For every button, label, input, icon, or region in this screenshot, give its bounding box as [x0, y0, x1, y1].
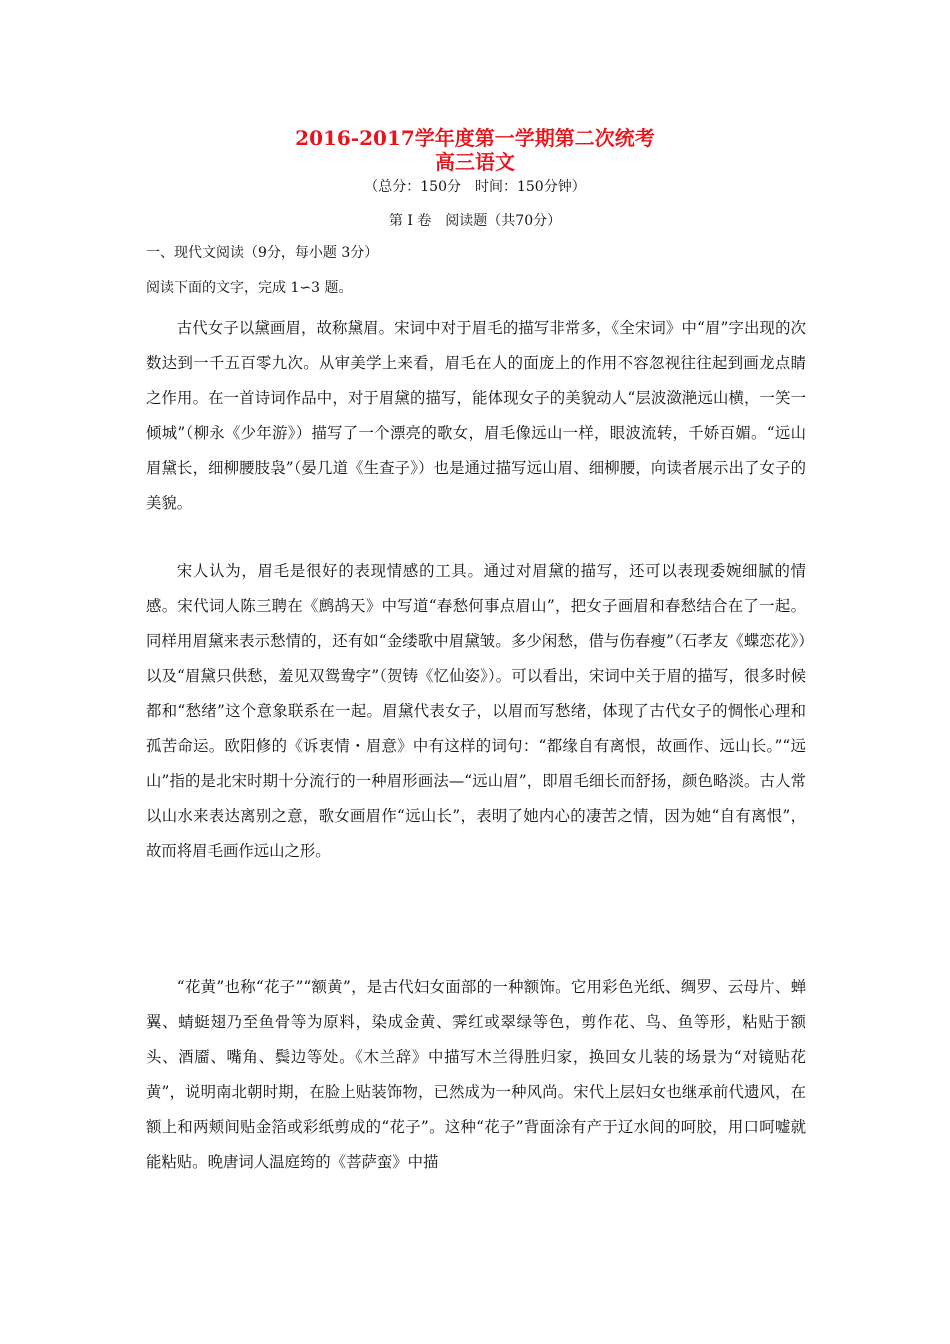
subject-title: 高三语文 [435, 150, 515, 174]
paragraph-3: “花黄”也称“花子”“额黄”，是古代妇女面部的一种额饰。它用彩色光纸、绸罗、云母片、蝉翼、蜻蜓翅乃至鱼骨等为原料，染成金黄、霁红或翠绿等色，剪作花、鸟、鱼等形，粘贴于额头、酒靥、嘴角、鬓边等处。《木兰辞》中描写木兰得胜归家，换回女儿装的场景为“对镜贴花黄”，说明南北朝时期，在脸上贴装饰物，已然成为一种风尚。宋代上层妇女也继承前代遗风，在额上和两颊间贴金箔或彩纸剪成的“花子”。这种“花子”背面涂有产于辽水间的呵胶，用口呵嘘就能粘贴。晚唐词人温庭筠的《菩萨蛮》中描 [146, 978, 806, 1171]
section-heading: 一、现代文阅读（9分，每小题 3分） [146, 245, 379, 261]
volume-title: 第 Ⅰ 卷 阅读题（共70分） [388, 213, 562, 229]
paragraph-2: 宋人认为，眉毛是很好的表现情感的工具。通过对眉黛的描写，还可以表现委婉细腻的情感。宋代词人陈三聘在《鹧鸪天》中写道“春愁何事点眉山”，把女子画眉和春愁结合在了一起。同样用眉黛来表示愁情的，还有如“金缕歌中眉黛皱。多少闲愁，借与伤春瘦”（石孝友《蝶恋花》）以及“眉黛只供愁，羞见双鸳鸯字”（贺铸《忆仙姿》）。可以看出，宋词中关于眉的描写，很多时候都和“愁绪”这个意象联系在一起。眉黛代表女子，以眉而写愁绪，体现了古代女子的惆怅心理和孤苦命运。欧阳修的《诉衷情・眉意》中有这样的词句：“都缘自有离恨，故画作、远山长。”“远山”指的是北宋时期十分流行的一种眉形画法—“远山眉”，即眉毛细长而舒扬，颜色略淡。古人常以山水来表达离别之意，歌女画眉作“远山长”，表明了她内心的凄苦之情，因为她“自有离恨”，故而将眉毛画作远山之形。 [146, 562, 806, 860]
exam-info: （总分：150分 时间：150分钟） [364, 179, 586, 195]
paragraph-1: 古代女子以黛画眉，故称黛眉。宋词中对于眉毛的描写非常多，《全宋词》中“眉”字出现的次数达到一千五百零九次。从审美学上来看，眉毛在人的面庞上的作用不容忽视往往起到画龙点睛之作用。在一首诗词作品中，对于眉黛的描写，能体现女子的美貌动人“层波潋滟远山横，一笑一倾城”（柳永《少年游》）描写了一个漂亮的歌女，眉毛像远山一样，眼波流转，千娇百媚。“远山眉黛长，细柳腰肢袅”（晏几道《生查子》）也是通过描写远山眉、细柳腰，向读者展示出了女子的美貌。 [146, 319, 806, 512]
reading-instruction: 阅读下面的文字，完成 1∽3 题。 [146, 280, 353, 296]
exam-title: 2016-2017学年度第一学期第二次统考 [295, 126, 655, 150]
